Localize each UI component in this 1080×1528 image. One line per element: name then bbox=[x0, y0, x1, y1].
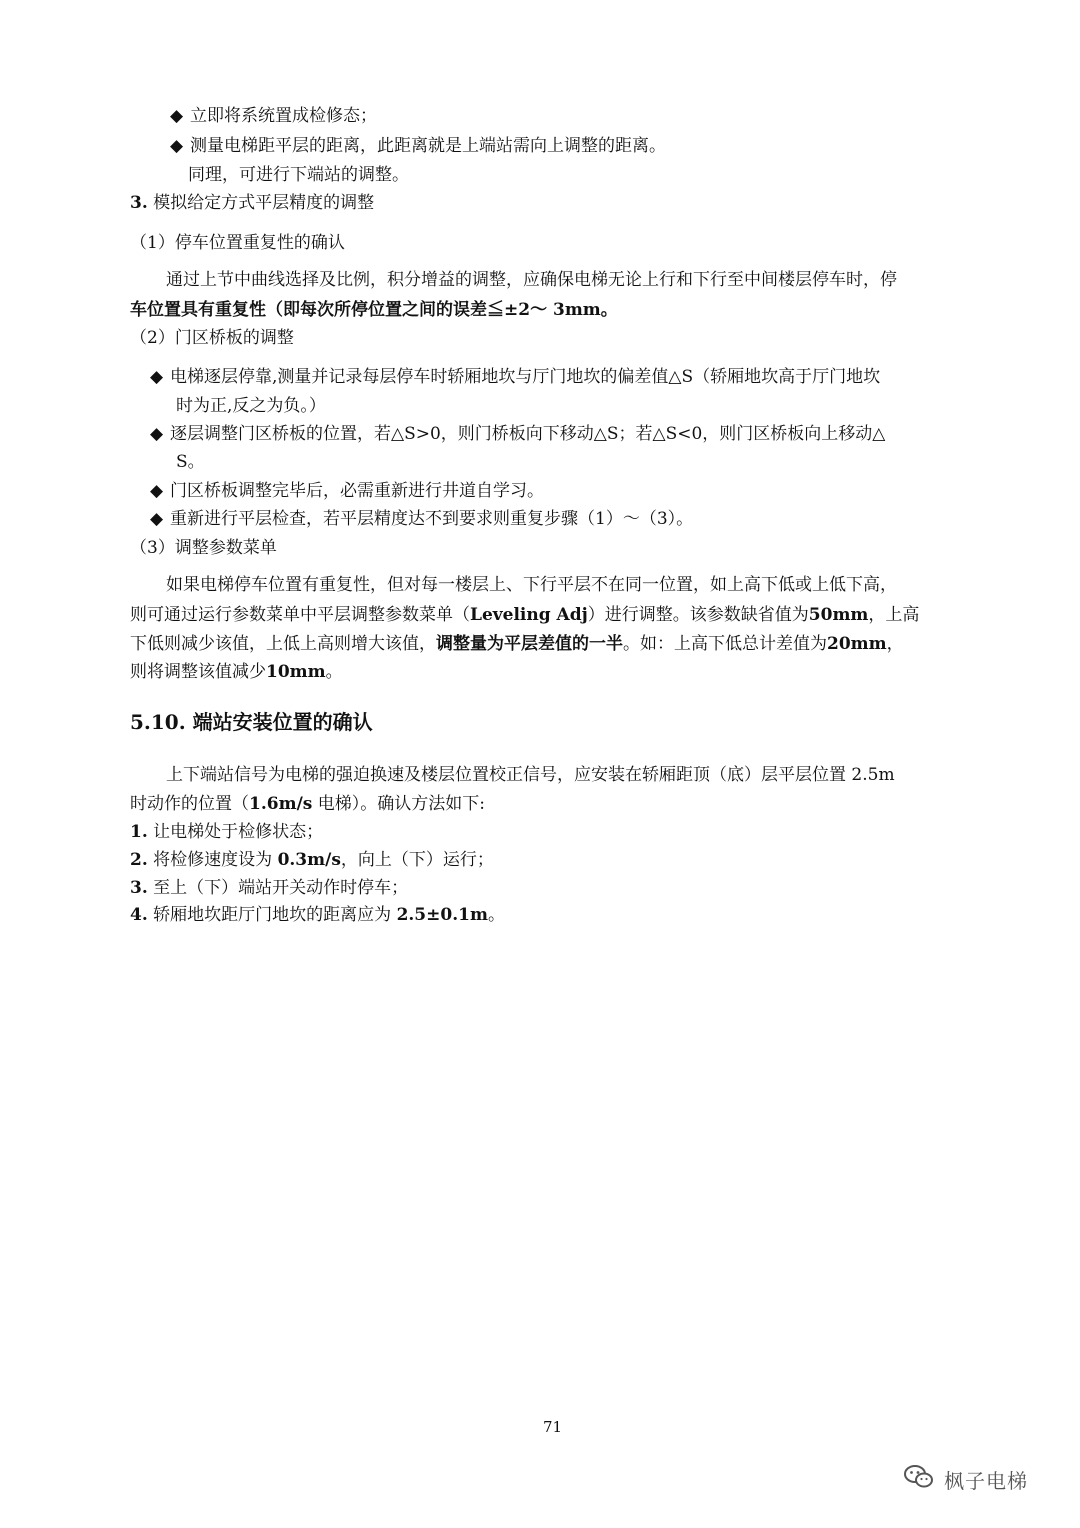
subsection-heading: （2）门区桥板的调整 bbox=[130, 328, 294, 348]
paragraph-line: 上下端站信号为电梯的强迫换速及楼层位置校正信号，应安装在轿厢距顶（底）层平层位置 2.5m bbox=[166, 765, 895, 785]
bullet-continuation: 时为正,反之为负。） bbox=[176, 396, 326, 416]
bullet-item: ◆ 立即将系统置成检修态； bbox=[170, 106, 377, 126]
paragraph-line: 如果电梯停车位置有重复性，但对每一楼层上、下行平层不在同一位置，如上高下低或上低下高， bbox=[166, 575, 897, 595]
subsection-heading: （3）调整参数菜单 bbox=[130, 538, 277, 558]
bullet-item: ◆ 逐层调整门区桥板的位置，若△S>0，则门桥板向下移动△S；若△S<0，则门区桥板向上移动△ bbox=[150, 424, 886, 444]
section-heading-5-10: 5.10. 端站安装位置的确认 bbox=[130, 710, 373, 734]
wechat-icon bbox=[904, 1464, 934, 1494]
watermark bbox=[904, 1464, 1028, 1494]
paragraph-line: 通过上节中曲线选择及比例，积分增益的调整，应确保电梯无论上行和下行至中间楼层停车时，停 bbox=[166, 270, 897, 290]
step-item: 1. 让电梯处于检修状态； bbox=[130, 822, 324, 842]
paragraph-line: 时动作的位置（1.6m/s 电梯）。确认方法如下: bbox=[130, 794, 485, 814]
step-item: 4. 轿厢地坎距厅门地坎的距离应为 2.5±0.1m。 bbox=[130, 905, 505, 925]
diamond-bullet-icon: ◆ bbox=[150, 481, 164, 501]
note-text: 同理，可进行下端站的调整。 bbox=[188, 165, 409, 185]
paragraph-line: 车位置具有重复性（即每次所停位置之间的误差≦±2～ 3mm。 bbox=[130, 300, 618, 320]
page-number: 71 bbox=[542, 1418, 563, 1436]
diamond-bullet-icon: ◆ bbox=[170, 136, 184, 156]
paragraph-line: 则将调整该值减少10mm。 bbox=[130, 662, 343, 682]
diamond-bullet-icon: ◆ bbox=[150, 509, 164, 529]
bullet-item: ◆ 测量电梯距平层的距离，此距离就是上端站需向上调整的距离。 bbox=[170, 136, 666, 156]
paragraph-line: 则可通过运行参数菜单中平层调整参数菜单（Leveling Adj）进行调整。该参数缺省值为50mm，上高 bbox=[130, 605, 920, 625]
step-item: 2. 将检修速度设为 0.3m/s，向上（下）运行； bbox=[130, 850, 494, 870]
section-heading: 3. 模拟给定方式平层精度的调整 bbox=[130, 193, 375, 213]
subsection-heading: （1）停车位置重复性的确认 bbox=[130, 233, 345, 253]
bullet-item: ◆ 重新进行平层检查，若平层精度达不到要求则重复步骤（1）～（3）。 bbox=[150, 509, 694, 529]
paragraph-line: 下低则减少该值，上低上高则增大该值，调整量为平层差值的一半。如：上高下低总计差值为20mm， bbox=[130, 634, 904, 654]
watermark-text: 枫子电梯 bbox=[944, 1468, 1028, 1493]
step-item: 3. 至上（下）端站开关动作时停车； bbox=[130, 878, 409, 898]
diamond-bullet-icon: ◆ bbox=[150, 367, 164, 387]
diamond-bullet-icon: ◆ bbox=[150, 424, 164, 444]
bullet-continuation: S。 bbox=[176, 452, 205, 472]
diamond-bullet-icon: ◆ bbox=[170, 106, 184, 126]
bullet-item: ◆ 电梯逐层停靠,测量并记录每层停车时轿厢地坎与厅门地坎的偏差值△S（轿厢地坎高于厅门地坎 bbox=[150, 367, 881, 387]
bullet-item: ◆ 门区桥板调整完毕后，必需重新进行井道自学习。 bbox=[150, 481, 544, 501]
